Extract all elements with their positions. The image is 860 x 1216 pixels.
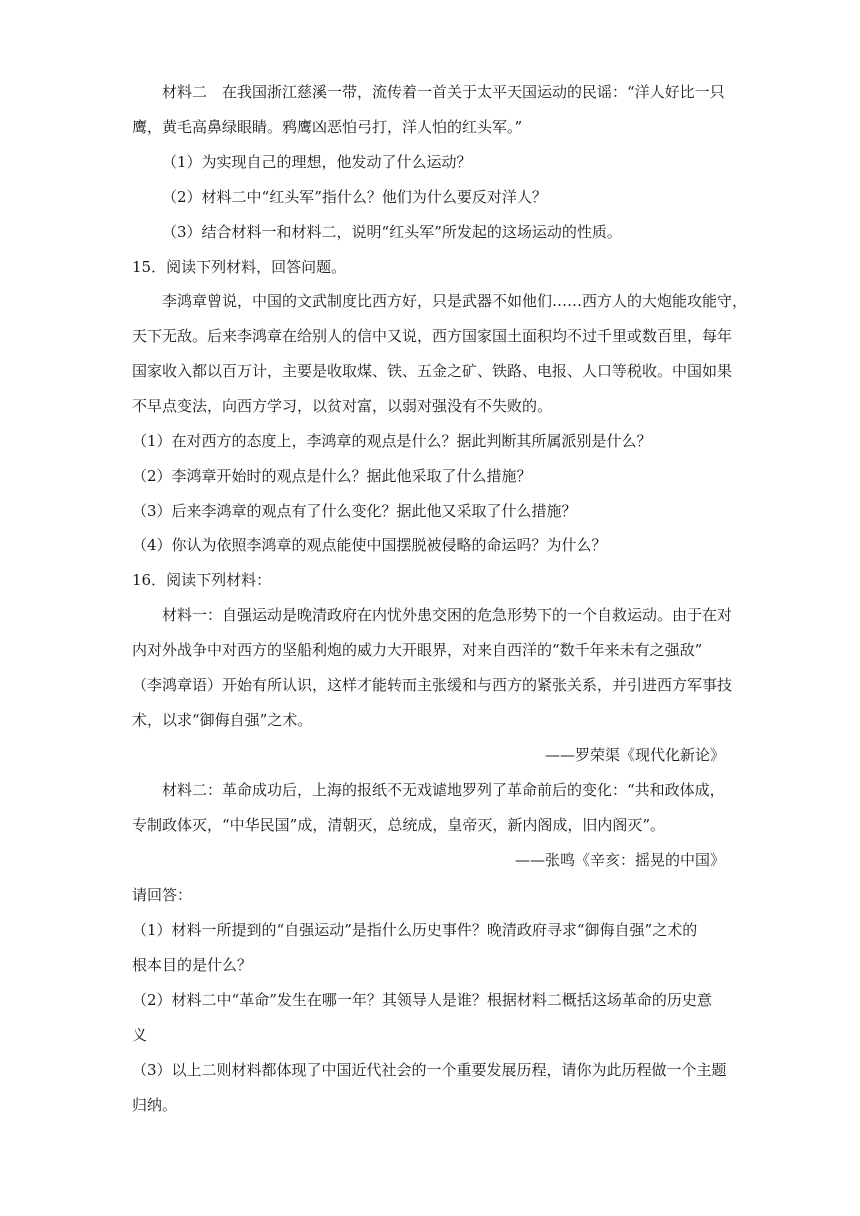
question-item: 义 [132,1026,148,1044]
question-item: 归纳。 [132,1096,178,1114]
question-item: （3）后来李鸿章的观点有了什么变化？据此他又采取了什么措施？ [132,502,577,520]
text-line: 材料一：自强运动是晚清政府在内忧外患交困的危急形势下的一个自救运动。由于在对 [162,606,733,624]
text-line: 术，以求“御侮自强”之术。 [132,711,313,729]
question-title: 16．阅读下列材料： [132,571,272,589]
source-citation: ——张鸣《辛亥：摇晃的中国》 [514,851,725,869]
text-line: 材料二 在我国浙江慈溪一带，流传着一首关于太平天国运动的民谣：“洋人好比一只 [162,83,725,101]
text-line: 鹰，黄毛高鼻绿眼睛。鸦鹰凶恶怕弓打，洋人怕的红头军。” [132,118,523,136]
text-line: 内对外战争中对西方的坚船利炮的威力大开眼界，对来自西洋的“数千年来未有之强敌” [132,641,703,659]
question-item: （4）你认为依照李鸿章的观点能使中国摆脱被侵略的命运吗？为什么？ [132,536,607,554]
question-item: （2）李鸿章开始时的观点是什么？据此他采取了什么措施？ [132,467,532,485]
question-item: （3）以上二则材料都体现了中国近代社会的一个重要发展历程，请你为此历程做一个主题 [132,1061,727,1079]
text-line: （李鸿章语）开始有所认识，这样才能转而主张缓和与西方的紧张关系，并引进西方军事技 [132,676,733,694]
text-line: 李鸿章曾说，中国的文武制度比西方好，只是武器不如他们……西方人的大炮能攻能守， [162,292,748,310]
question-item: （3）结合材料一和材料二，说明“红头军”所发起的这场运动的性质。 [162,223,622,241]
text-line: 材料二：革命成功后，上海的报纸不无戏谑地罗列了革命前后的变化：“共和政体成， [162,781,725,799]
question-title: 15．阅读下列材料，回答问题。 [132,258,347,276]
question-item: （1）材料一所提到的“自强运动”是指什么历史事件？晚清政府寻求“御侮自强”之术的 [132,921,698,939]
question-item: （1）为实现自己的理想，他发动了什么运动？ [162,153,472,171]
source-citation: ——罗荣渠《现代化新论》 [544,746,725,764]
question-item: （2）材料二中“革命”发生在哪一年？其领导人是谁？根据材料二概括这场革命的历史意 [132,991,712,1009]
text-line: 请回答： [132,886,193,904]
text-line: 不早点变法，向西方学习，以贫对富，以弱对强没有不失败的。 [132,397,553,415]
question-item: （2）材料二中“红头军”指什么？他们为什么要反对洋人？ [162,188,547,206]
text-line: 天下无敌。后来李鸿章在给别人的信中又说，西方国家国土面积均不过千里或数百里，每年 [132,327,733,345]
question-item: 根本目的是什么？ [132,956,253,974]
text-line: 国家收入都以百万计，主要是收取煤、铁、五金之矿、铁路、电报、人口等税收。中国如果 [132,362,733,380]
question-item: （1）在对西方的态度上，李鸿章的观点是什么？据此判断其所属派别是什么？ [132,432,652,450]
text-line: 专制政体灭，“中华民国”成，清朝灭，总统成，皇帝灭，新内阁成，旧内阁灭”。 [132,816,666,834]
